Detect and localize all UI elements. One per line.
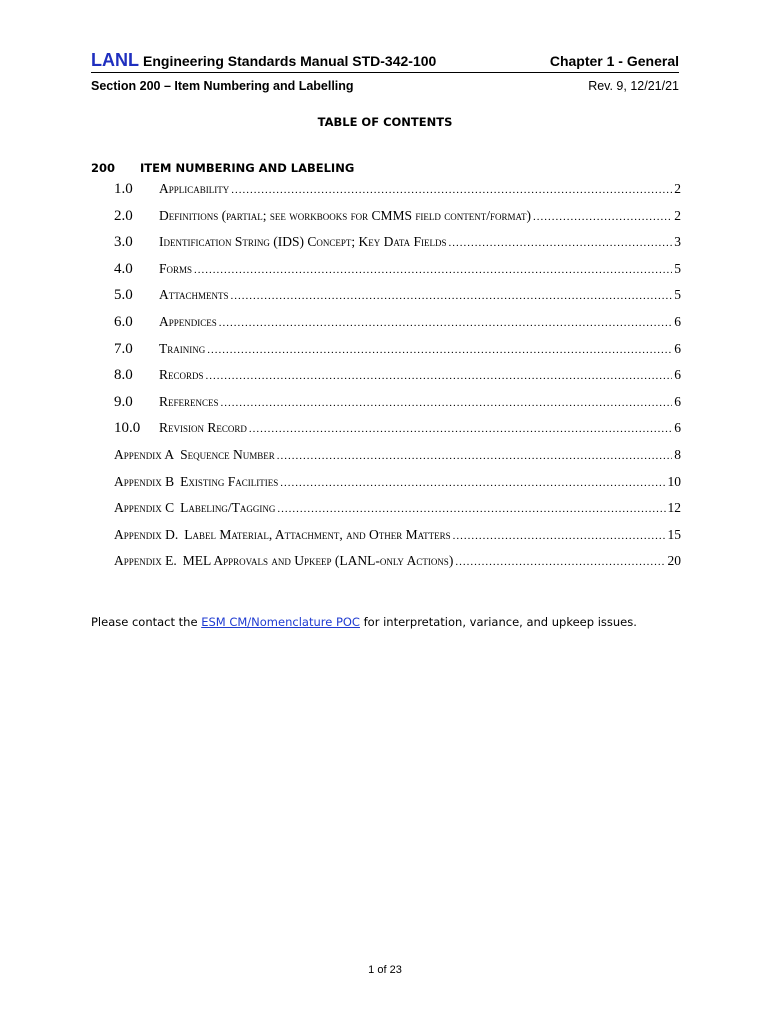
toc-appendix-page: 12 [667, 500, 681, 516]
toc-leader-dots [280, 477, 665, 489]
toc-entry[interactable] [114, 367, 681, 394]
toc-appendix-entry[interactable] [114, 447, 681, 474]
toc-entry[interactable] [114, 341, 681, 368]
toc-entry-page: 6 [674, 367, 681, 383]
toc-entry-page: 6 [674, 393, 681, 409]
contact-note [91, 615, 637, 629]
toc-appendix-entry[interactable] [114, 500, 681, 527]
toc-leader-dots [206, 370, 673, 382]
toc-entry-title: Attachments [159, 287, 229, 303]
toc-leader-dots [449, 237, 673, 249]
toc-leader-dots [455, 556, 665, 568]
contact-note-after: for interpretation, variance, and upkeep issues. [363, 615, 637, 629]
toc-entry-page: 6 [674, 340, 681, 356]
toc-appendix-title: Label Material, Attachment, and Other Matters [184, 526, 451, 542]
esm-poc-link[interactable]: ESM CM/Nomenclature POC [201, 615, 360, 629]
toc-appendix-label: Appendix B [114, 473, 175, 489]
toc-leader-dots [533, 211, 672, 223]
toc-entry-title: Training [159, 340, 206, 356]
lanl-logo: LANL [91, 50, 139, 70]
toc-appendix-page: 8 [674, 446, 681, 462]
toc-appendix-page: 10 [667, 473, 681, 489]
toc-entry-number: 10.0 [114, 420, 141, 437]
toc-entry[interactable] [114, 208, 681, 235]
toc-appendix-title: Labeling/Tagging [180, 500, 276, 516]
revision-label: Rev. 9, 12/21/21 [588, 79, 679, 93]
toc-appendix-title: Sequence Number [180, 446, 275, 462]
page-header [91, 50, 679, 93]
toc-entry-title: Forms [159, 260, 193, 276]
toc-entry-number: 2.0 [114, 207, 133, 224]
toc-leader-dots [453, 530, 666, 542]
toc-appendix-page: 15 [667, 526, 681, 542]
toc-appendix-entry[interactable] [114, 553, 681, 580]
toc-entry-number: 6.0 [114, 313, 133, 330]
toc-entry-number: 5.0 [114, 287, 133, 304]
toc-entry-title: Appendices [159, 313, 217, 329]
toc-entry-page: 6 [674, 313, 681, 329]
header-manual [91, 50, 436, 71]
manual-title: Engineering Standards Manual STD-342-100 [143, 53, 437, 69]
contact-note-before: Please contact the [91, 615, 198, 629]
toc-entry-page: 5 [674, 260, 681, 276]
toc-entry-number: 1.0 [114, 181, 133, 197]
toc-entry[interactable] [114, 394, 681, 421]
toc-entry-title: Applicability [159, 181, 230, 196]
toc-appendix-title: Existing Facilities [180, 473, 279, 489]
toc-list [114, 181, 681, 580]
toc-entry-page: 6 [674, 420, 681, 436]
toc-leader-dots [277, 450, 672, 462]
toc-entry[interactable] [114, 261, 681, 288]
toc-entry-title: Definitions (partial; see workbooks for CMMS field content/format) [159, 207, 532, 223]
toc-leader-dots [221, 397, 673, 409]
toc-appendix-label: Appendix A [114, 446, 175, 462]
toc-entry-page: 2 [674, 207, 681, 223]
toc-entry[interactable] [114, 287, 681, 314]
toc-entry-number: 9.0 [114, 393, 133, 410]
toc-entry-page: 2 [674, 181, 681, 196]
toc-leader-dots [249, 423, 672, 435]
header-row-title [91, 50, 679, 73]
toc-entry-title: Revision Record [159, 420, 247, 436]
toc-appendix-label: Appendix E. [114, 553, 177, 569]
toc-section-heading [91, 161, 354, 175]
toc-entry-number: 3.0 [114, 234, 133, 251]
toc-section-number: 200 [91, 161, 116, 175]
toc-entry-number: 8.0 [114, 367, 133, 384]
toc-entry-title: Identification String (IDS) Concept; Key Data Fields [159, 234, 447, 250]
chapter-label: Chapter 1 - General [549, 53, 679, 69]
toc-leader-dots [277, 503, 665, 515]
toc-entry-title: Records [159, 367, 204, 383]
toc-appendix-page: 20 [667, 553, 681, 569]
toc-entry[interactable] [114, 181, 681, 208]
toc-leader-dots [207, 344, 672, 356]
toc-entry-number: 7.0 [114, 340, 133, 357]
toc-leader-dots [231, 290, 673, 302]
section-label: Section 200 – Item Numbering and Labelling [91, 79, 354, 93]
header-row-section [91, 79, 679, 93]
toc-entry-page: 5 [674, 287, 681, 303]
toc-appendix-entry[interactable] [114, 474, 681, 501]
toc-entry-title: References [159, 393, 219, 409]
toc-leader-dots [194, 264, 672, 276]
toc-appendix-title: MEL Approvals and Upkeep (LANL-only Actions) [182, 553, 454, 569]
toc-entry[interactable] [114, 420, 681, 447]
toc-title: TABLE OF CONTENTS [317, 115, 453, 129]
toc-entry-page: 3 [674, 234, 681, 250]
toc-leader-dots [219, 317, 672, 329]
page-number: 1 of 23 [368, 964, 402, 976]
toc-appendix-entry[interactable] [114, 527, 681, 554]
toc-entry[interactable] [114, 234, 681, 261]
toc-entry[interactable] [114, 314, 681, 341]
toc-section-title: ITEM NUMBERING AND LABELING [140, 161, 355, 175]
toc-leader-dots [231, 184, 672, 196]
toc-appendix-label: Appendix C [114, 500, 175, 516]
toc-entry-number: 4.0 [114, 260, 133, 277]
toc-appendix-label: Appendix D. [114, 526, 179, 542]
